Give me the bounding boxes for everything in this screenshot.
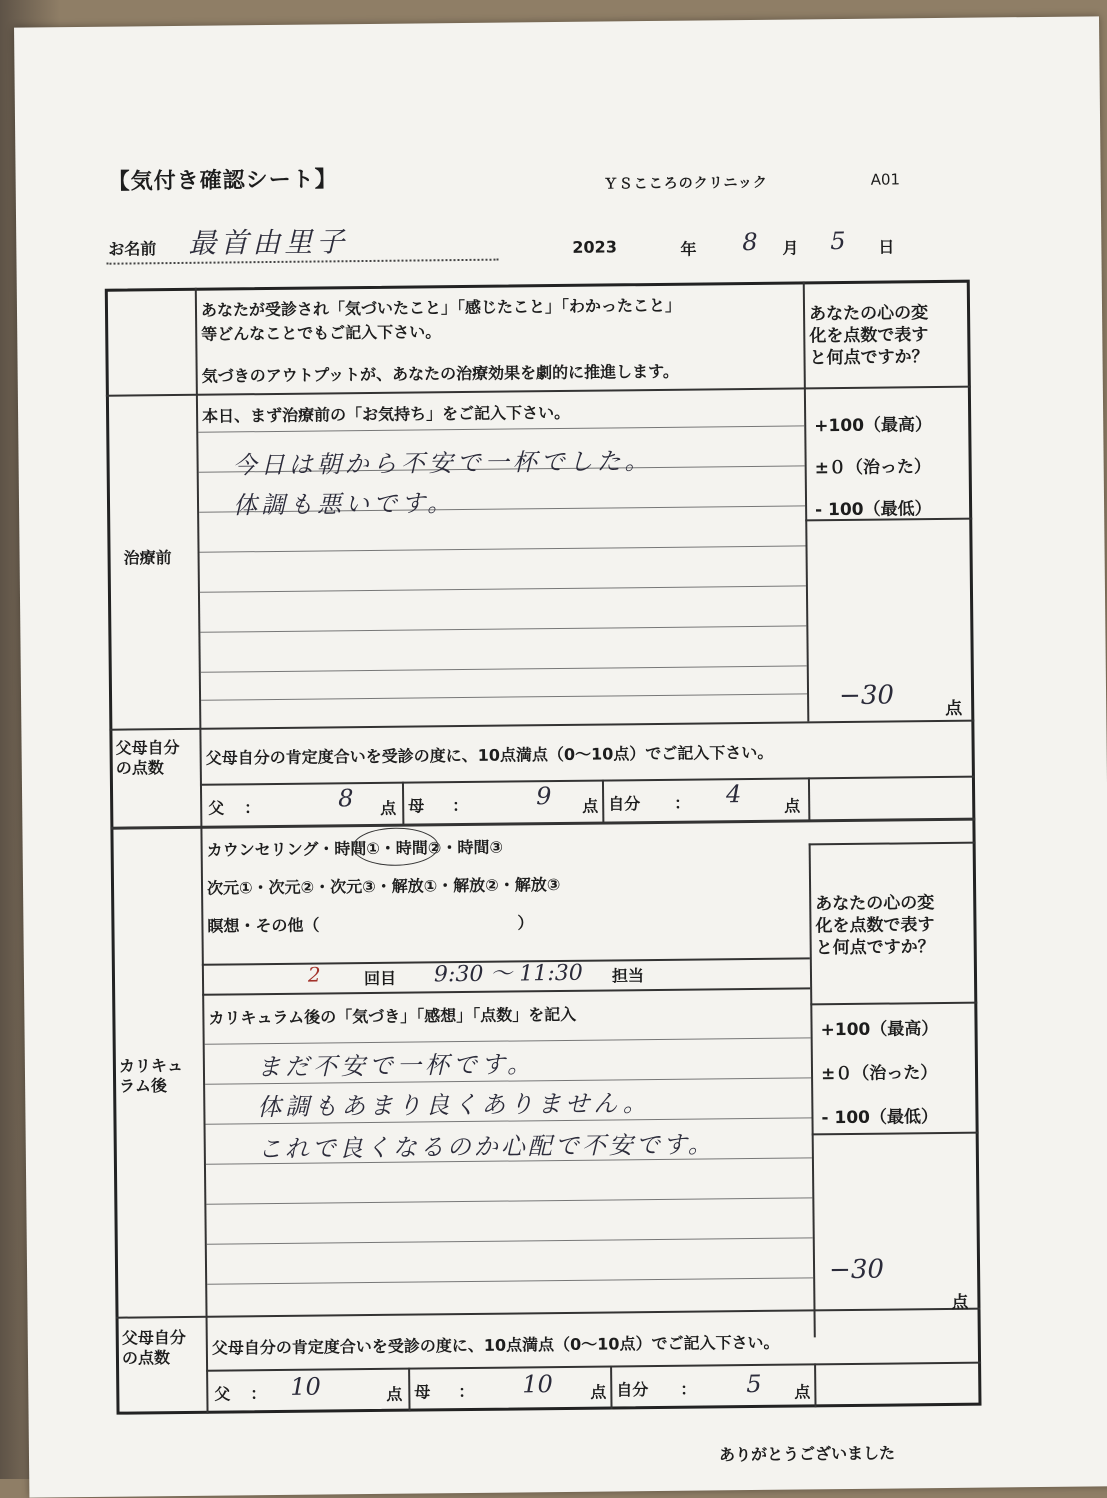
name-label: お名前 <box>108 239 157 259</box>
session-number: 2 <box>307 962 321 987</box>
parents1-colon: ： <box>452 795 469 816</box>
after-scale-mid: ±０（治った） <box>820 1063 938 1085</box>
after-scale-top: +100（最高） <box>820 1019 939 1041</box>
parents2-point: 点 <box>386 1384 403 1404</box>
session-label: 回目 <box>363 968 397 989</box>
parents2-prompt: 父母自分の肯定度合いを受診の度に、10点満点（0〜10点）でご記入下さい。 <box>211 1332 780 1358</box>
parents1-father-score: 8 <box>337 784 354 813</box>
day-label: 日 <box>878 237 895 257</box>
intro-line-3: 気づきのアウトプットが、あなたの治療効果を劇的に推進します。 <box>201 361 679 386</box>
parents2-mother-label: 母 <box>414 1382 431 1402</box>
before-score: −30 <box>838 680 895 712</box>
after-score-question-3: と何点ですか？ <box>815 937 935 959</box>
questionnaire-sheet <box>14 16 1107 1497</box>
thanks-text: ありがとうございました <box>718 1443 896 1465</box>
before-score-unit: 点 <box>945 698 963 719</box>
date-month: 8 <box>742 227 758 257</box>
before-scale-low: - 100（最低） <box>815 499 932 521</box>
curriculum-prompt: カリキュラム後の「気づき」「感想」「点数」を記入 <box>208 1004 577 1028</box>
session-time: 9:30 〜 11:30 <box>433 960 583 988</box>
parents1-point: 点 <box>582 796 599 816</box>
before-prompt: 本日、まず治療前の「お気持ち」をご記入下さい。 <box>202 402 571 426</box>
after-handwriting-2: 体調もあまり良くありません。 <box>257 1089 651 1122</box>
date-year: 2023 <box>572 237 617 257</box>
parents1-colon: ： <box>244 798 261 818</box>
date-day: 5 <box>830 226 846 256</box>
score-question-line-3: と何点ですか？ <box>809 347 929 369</box>
parents1-mother-label: 母 <box>408 796 425 816</box>
parents1-side-label-2: の点数 <box>115 758 164 778</box>
after-score-question-2: 化を点数で表す <box>815 915 935 937</box>
curriculum-options-row-1: カウンセリング・時間①・時間②・時間③ <box>206 837 504 860</box>
curriculum-options-row-2: 次元①・次元②・次元③・解放①・解放②・解放③ <box>206 875 561 898</box>
parents2-self-score: 5 <box>746 1369 762 1399</box>
intro-line-1: あなたが受診され「気づいたこと」「感じたこと」「わかったこと」 <box>200 295 682 320</box>
parents1-mother-score: 9 <box>535 782 552 811</box>
parents2-colon: ： <box>458 1381 475 1402</box>
after-score: −30 <box>828 1254 885 1286</box>
after-score-question-1: あなたの心の変 <box>815 893 935 915</box>
parents1-point: 点 <box>380 798 397 818</box>
intro-line-2: 等どんなことでもご記入下さい。 <box>201 322 442 344</box>
parents2-side-label-1: 父母自分 <box>121 1327 186 1348</box>
score-question-line-2: 化を点数で表す <box>809 325 929 347</box>
sheet-title: 【気付き確認シート】 <box>107 167 338 195</box>
curriculum-options-row-3b: ） <box>517 913 534 933</box>
parents2-point: 点 <box>590 1382 607 1402</box>
parents2-colon: ： <box>680 1379 697 1399</box>
curriculum-side-label-2: ラム後 <box>119 1076 168 1096</box>
parents1-prompt: 父母自分の肯定度合いを受診の度に、10点満点（0〜10点）でご記入下さい。 <box>205 742 774 768</box>
parents2-colon: ： <box>250 1384 267 1404</box>
parents1-self-label: 自分 <box>608 794 641 814</box>
tantou-label: 担当 <box>611 966 645 986</box>
before-handwriting-1: 今日は朝から不安で一杯でした。 <box>232 447 653 480</box>
parents1-point: 点 <box>784 796 801 816</box>
year-label: 年 <box>680 239 697 259</box>
before-handwriting-2: 体調も悪いです。 <box>232 489 456 520</box>
after-scale-low: - 100（最低） <box>821 1107 939 1129</box>
before-scale-top: +100（最高） <box>814 415 933 437</box>
curriculum-options-row-3a: 瞑想・その他（ <box>207 915 320 936</box>
clinic-name: ＹＳこころのクリニック <box>603 174 768 193</box>
curriculum-side-label-1: カリキュ <box>118 1055 184 1076</box>
parents2-mother-score: 10 <box>522 1370 553 1399</box>
month-label: 月 <box>782 238 799 258</box>
after-handwriting-3: これで良くなるのか心配で不安です。 <box>257 1130 716 1164</box>
before-side-label: 治療前 <box>123 548 172 568</box>
parents2-point: 点 <box>794 1382 811 1402</box>
score-question-line-1: あなたの心の変 <box>808 303 929 325</box>
after-score-unit: 点 <box>951 1292 969 1313</box>
form-code: A01 <box>870 170 901 189</box>
name-value: 最首由里子 <box>188 225 349 260</box>
parents2-self-label: 自分 <box>616 1380 649 1400</box>
after-handwriting-1: まだ不安で一杯です。 <box>256 1050 536 1082</box>
parents2-father-score: 10 <box>290 1372 321 1401</box>
parents2-side-label-2: の点数 <box>121 1348 171 1368</box>
before-scale-mid: ±０（治った） <box>814 457 932 479</box>
parents2-father-label: 父 <box>214 1384 231 1404</box>
parents1-side-label-1: 父母自分 <box>115 737 180 758</box>
parents1-father-label: 父 <box>208 798 225 818</box>
parents1-colon: ： <box>674 793 691 813</box>
parents1-self-score: 4 <box>725 780 742 809</box>
